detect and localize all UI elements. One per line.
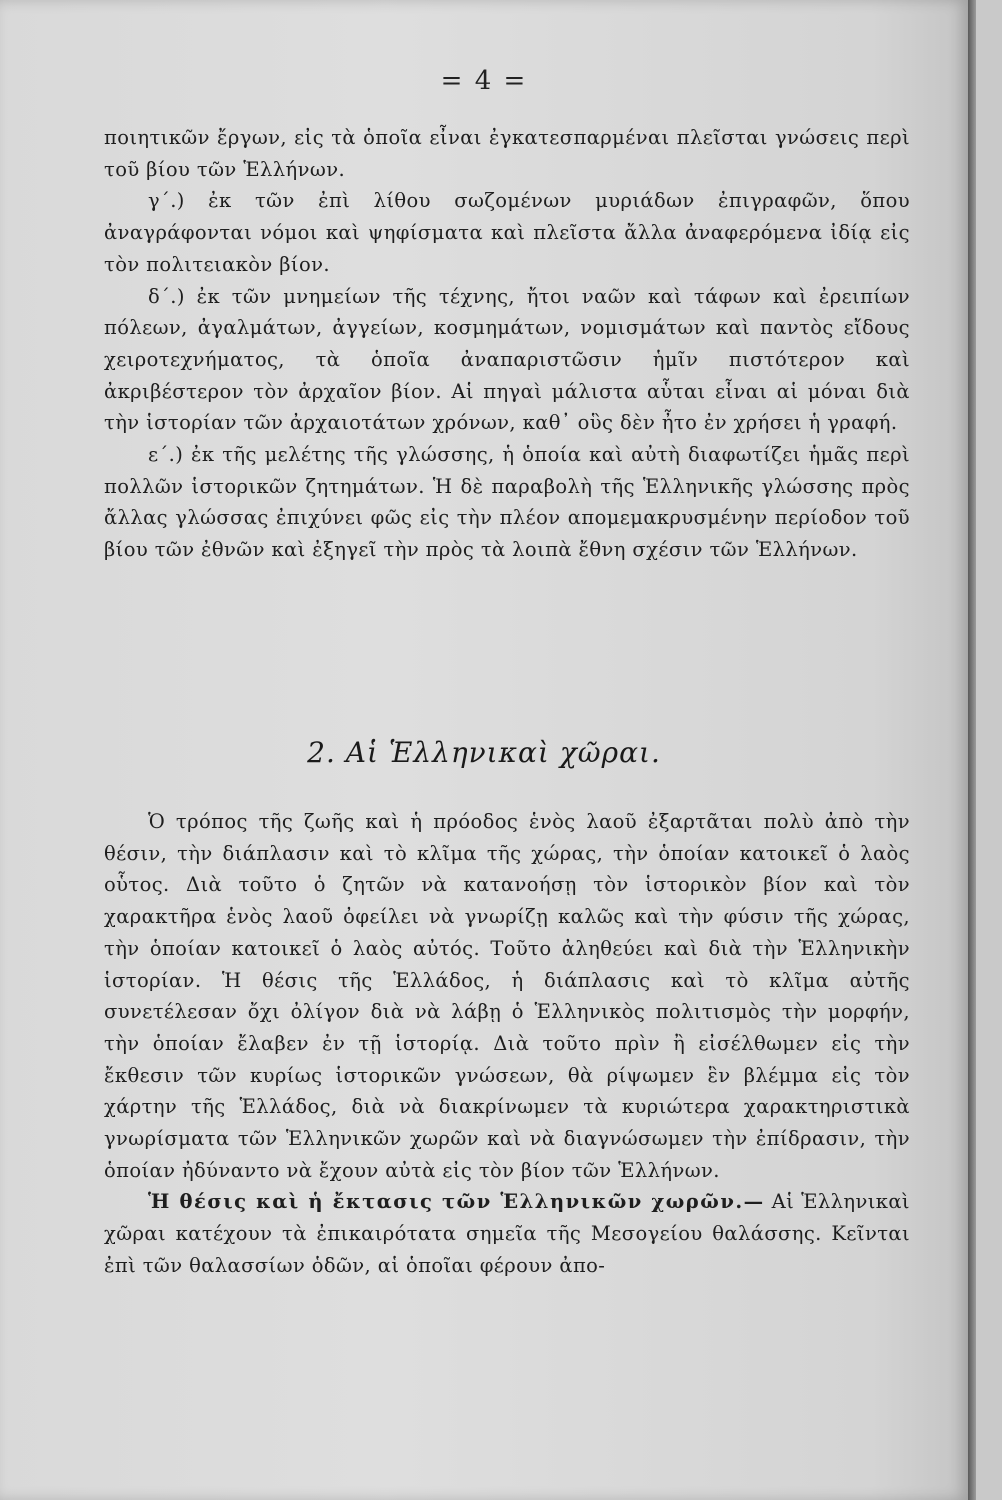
paragraph: δ΄.) ἐκ τῶν μνημείων τῆς τέχνης, ἤτοι ναῶν καὶ τάφων καὶ ἐρειπίων πόλεων, ἀγαλμάτων, ἀγγείων, κοσμημάτων, νομισμάτων καὶ παντὸς εἴδους χειροτεχνήματος, τὰ ὁποῖα ἀναπαριστῶσιν ἡμῖν πιστότερον καὶ ἀκριβέστερον τὸν ἀρχαῖον βίον. Αἱ πηγαὶ μάλιστα αὗται εἶναι αἱ μόναι διὰ τὴν ἱστορίαν τῶν ἀρχαιοτάτων χρόνων, καθ᾽ οὓς δὲν ἦτο ἐν χρήσει ἡ γραφή.: [104, 284, 910, 435]
paragraph: ποιητικῶν ἔργων, εἰς τὰ ὁποῖα εἶναι ἐγκατεσπαρμέναι πλεῖσται γνώσεις περὶ τοῦ βίου τῶν Ἑλλήνων.: [104, 126, 910, 181]
paragraph: Ὁ τρόπος τῆς ζωῆς καὶ ἡ πρόοδος ἑνὸς λαοῦ ἐξαρτᾶται πολὺ ἀπὸ τὴν θέσιν, τὴν διάπλασιν καὶ τὸ κλῖμα τῆς χώρας, τὴν ὁποίαν κατοικεῖ ὁ λαὸς οὗτος. Διὰ τοῦτο ὁ ζητῶν νὰ κατανοήσῃ τὸν ἱστορικὸν βίον καὶ τὸν χαρακτῆρα ἑνὸς λαοῦ ὀφείλει νὰ γνωρίζῃ καλῶς καὶ τὴν φύσιν τῆς χώρας, τὴν ὁποίαν κατοικεῖ ὁ λαὸς αὐτός. Τοῦτο ἀληθεύει καὶ διὰ τὴν Ἑλληνικὴν ἱστορίαν. Ἡ θέσις τῆς Ἑλλάδος, ἡ διάπλασις καὶ τὸ κλῖμα αὐτῆς συνετέλεσαν ὄχι ὀλίγον διὰ νὰ λάβῃ ὁ Ἑλληνικὸς πολιτισμὸς τὴν μορφήν, τὴν ὁποίαν ἔλαβεν ἐν τῇ ἱστορίᾳ. Διὰ τοῦτο πρὶν ἢ εἰσέλθωμεν εἰς τὴν ἔκθεσιν τῶν κυρίως ἱστορικῶν γνώσεων, θὰ ρίψωμεν ἓν βλέμμα εἰς τὸν χάρτην τῆς Ἑλλάδος, διὰ νὰ διακρίνωμεν τὰ κυριώτερα χαρακτηριστικὰ γνωρίσματα τῶν Ἑλληνικῶν χωρῶν καὶ νὰ διαγνώσωμεν τὴν ἐπίδρασιν, τὴν ὁποίαν ἠδύναντο νὰ ἔχουν αὐτὰ εἰς τὸν βίον τῶν Ἑλλήνων.: [104, 810, 910, 1182]
subsection-text: Αἱ Ἑλληνικαὶ χῶραι κατέχουν τὰ ἐπικαιρότατα σημεῖα τῆς Μεσογείου θαλάσσης. Κεῖνται ἐπὶ τῶν θαλασσίων ὁδῶν, αἱ ὁποῖαι φέρουν ἀπο-: [104, 1190, 910, 1277]
page-number: = 4 =: [440, 66, 528, 96]
subsection-heading: Ἡ θέσις καὶ ἡ ἔκτασις τῶν Ἑλληνικῶν χωρῶν.—: [148, 1190, 765, 1214]
section-heading: 2. Αἱ Ἑλληνικαὶ χῶραι.: [307, 736, 661, 769]
book-gutter: [968, 0, 976, 1500]
top-text-block: [104, 122, 910, 566]
subsection-paragraph: [104, 1186, 910, 1281]
bottom-text-block: [104, 806, 910, 1282]
paragraph: γ΄.) ἐκ τῶν ἐπὶ λίθου σωζομένων μυριάδων ἐπιγραφῶν, ὅπου ἀναγράφονται νόμοι καὶ ψηφίσματα καὶ πλεῖστα ἄλλα ἀναφερόμενα ἰδίᾳ εἰς τὸν πολιτειακὸν βίον.: [104, 189, 910, 276]
paragraph: ε΄.) ἐκ τῆς μελέτης τῆς γλώσσης, ἡ ὁποία καὶ αὐτὴ διαφωτίζει ἡμᾶς περὶ πολλῶν ἱστορικῶν ζητημάτων. Ἡ δὲ παραβολὴ τῆς Ἑλληνικῆς γλώσσης πρὸς ἄλλας γλώσσας ἐπιχύνει φῶς εἰς τὴν πλέον απομεμακρυσμένην περίοδον τοῦ βίου τῶν ἐθνῶν καὶ ἐξηγεῖ τὴν πρὸς τὰ λοιπὰ ἔθνη σχέσιν τῶν Ἑλλήνων.: [104, 443, 910, 562]
adjacent-page-edge: [976, 0, 1002, 1500]
